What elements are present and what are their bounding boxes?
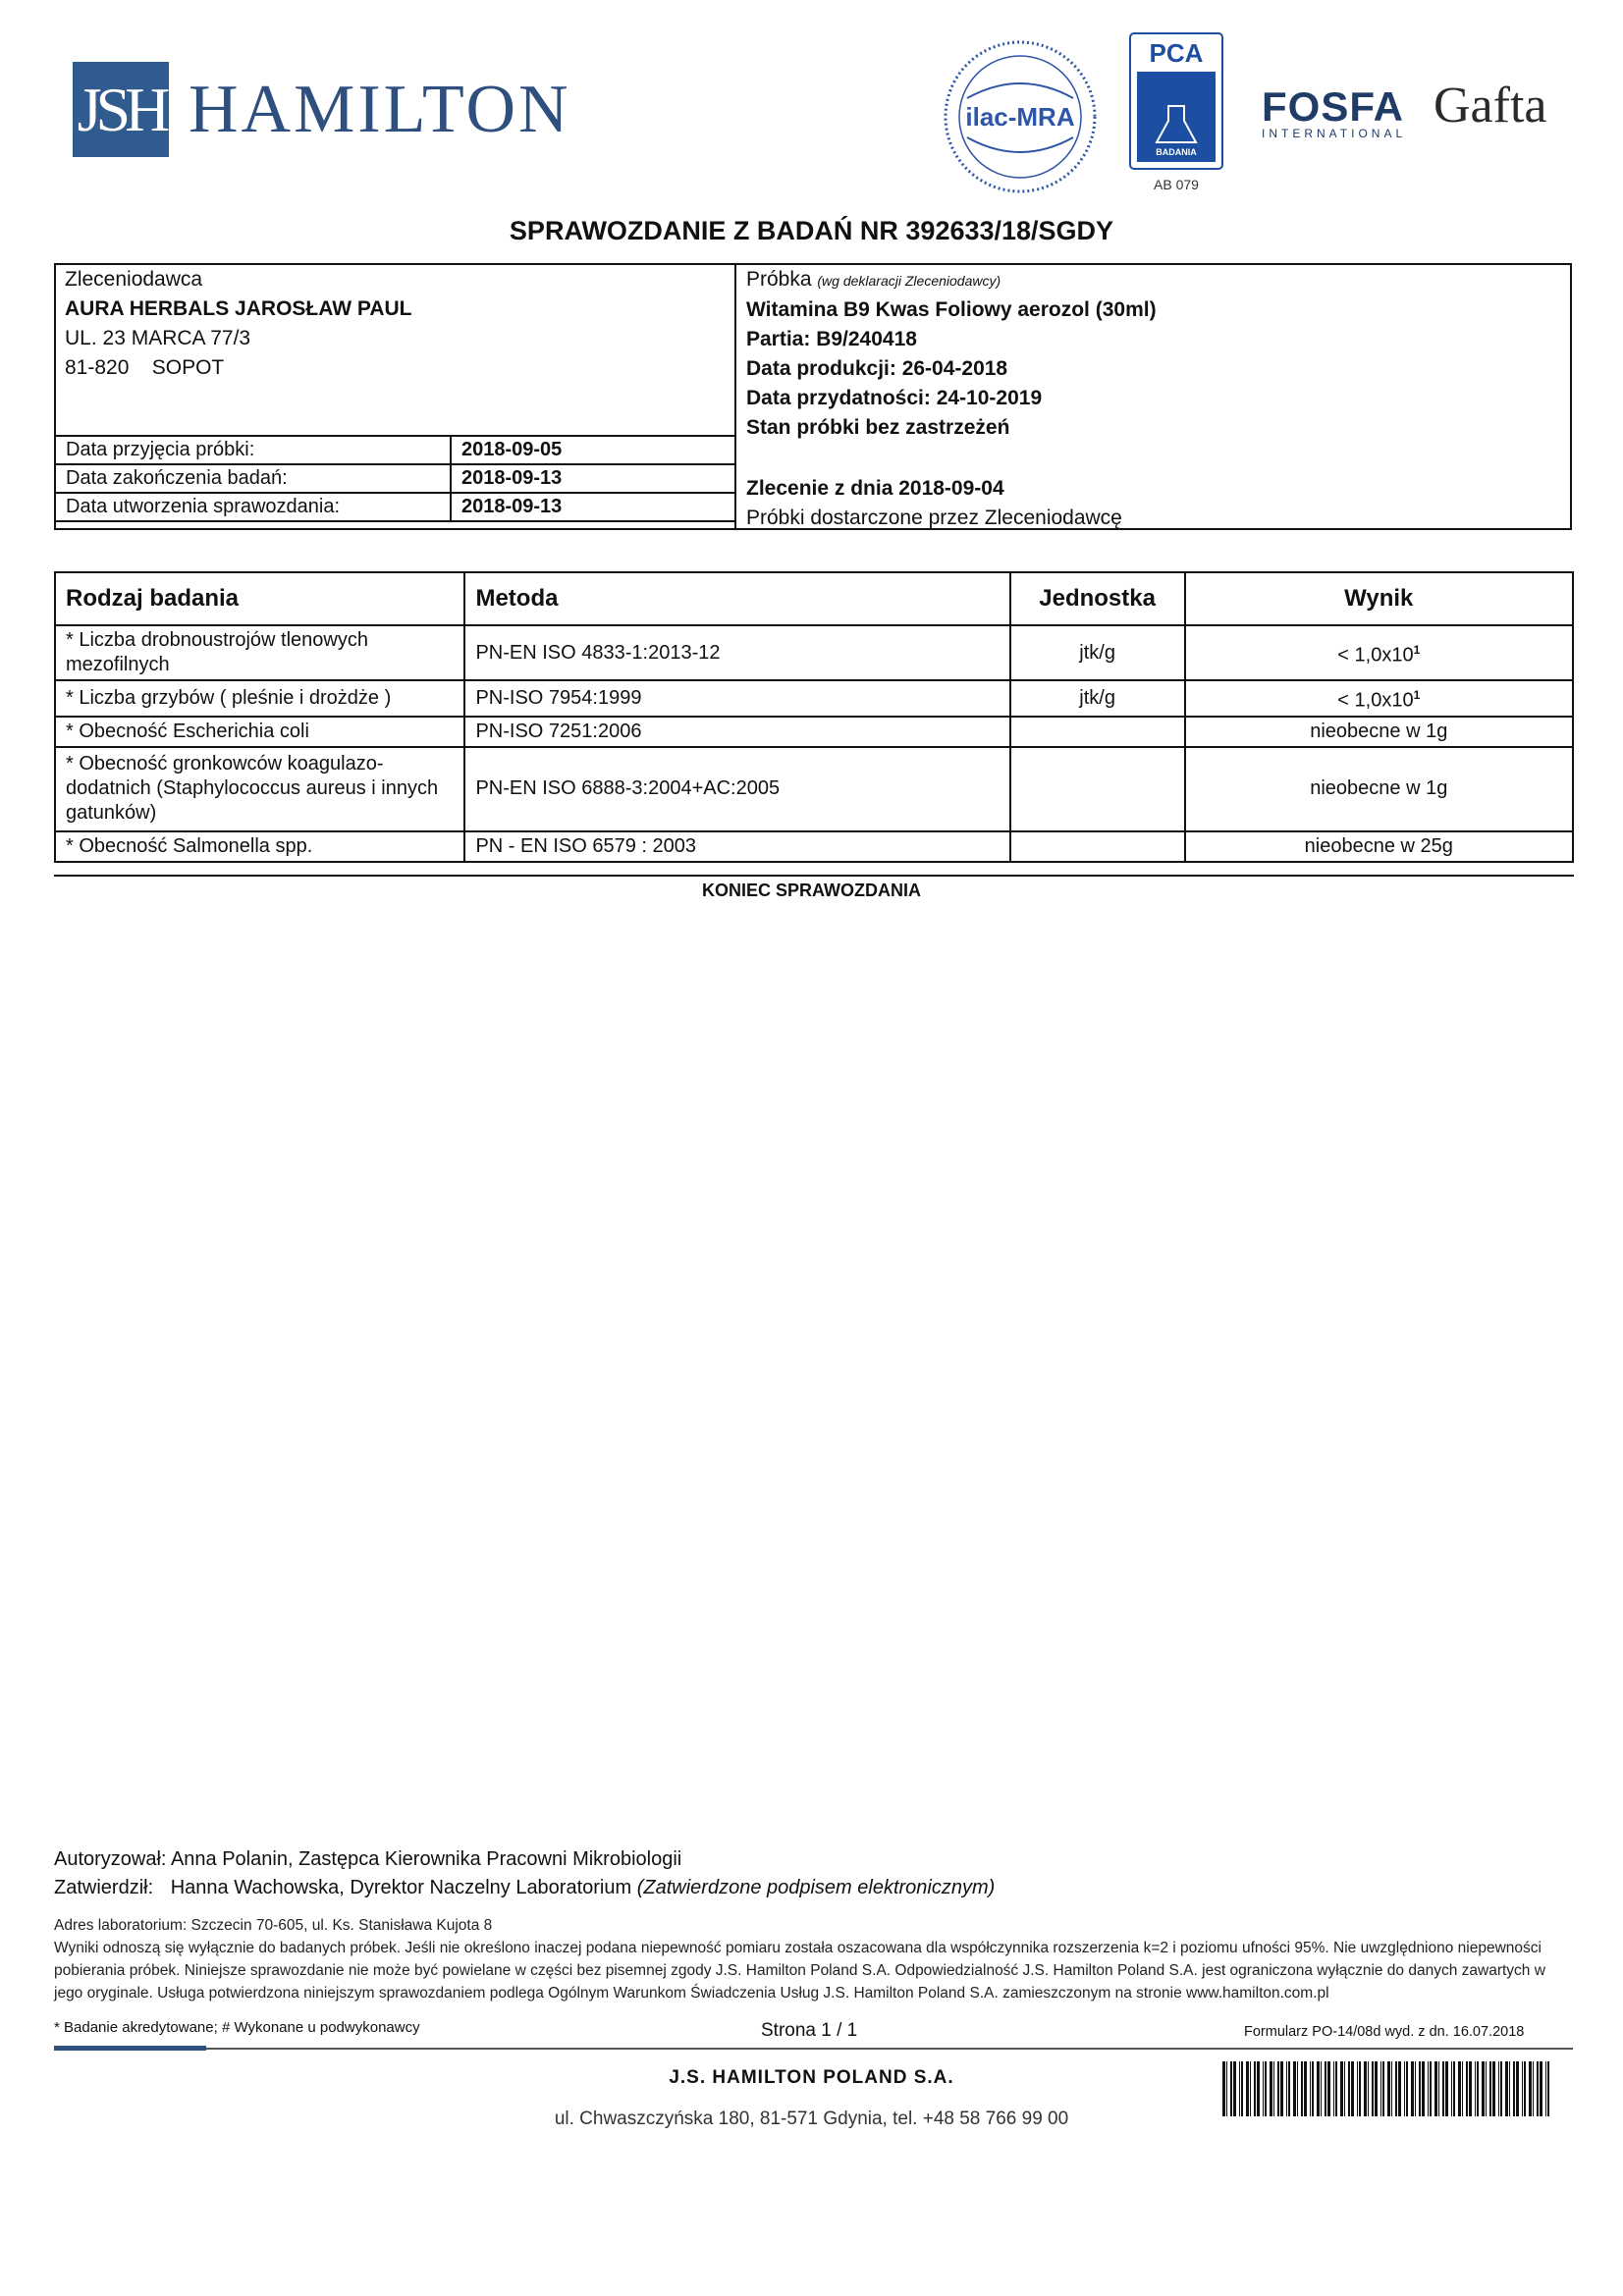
- header-unit: Jednostka: [1010, 572, 1185, 625]
- table-row: [55, 625, 1573, 680]
- sample-block: [746, 265, 1157, 443]
- table-row: [55, 717, 1573, 747]
- authorization-block: [54, 1845, 995, 1902]
- barcode-bar: [1301, 2061, 1303, 2116]
- barcode-bar: [1486, 2061, 1487, 2116]
- end-of-report: KONIEC SPRAWOZDANIA: [701, 881, 921, 900]
- dates-table: [54, 435, 736, 522]
- footer-rule: [206, 2048, 1573, 2050]
- cell-method: PN-EN ISO 4833-1:2013-12: [464, 625, 1009, 680]
- barcode-bar: [1411, 2061, 1414, 2116]
- barcode-bar: [1297, 2061, 1298, 2116]
- date-row: [55, 436, 735, 464]
- page-number: Strona 1 / 1: [761, 2020, 858, 2041]
- date-label: Data utworzenia sprawozdania:: [55, 493, 451, 521]
- cell-unit: [1010, 747, 1185, 831]
- approved-line: [54, 1874, 995, 1902]
- sample-condition: Stan próbki bez zastrzeżeń: [746, 416, 1010, 439]
- barcode-bar: [1516, 2061, 1519, 2116]
- barcode: [1222, 2061, 1556, 2116]
- fosfa-name: FOSFA: [1262, 83, 1405, 130]
- cell-method: PN-EN ISO 6888-3:2004+AC:2005: [464, 747, 1009, 831]
- barcode-bar: [1348, 2061, 1350, 2116]
- barcode-bar: [1404, 2061, 1405, 2116]
- cell-method: PN-ISO 7954:1999: [464, 680, 1009, 717]
- barcode-bar: [1304, 2061, 1307, 2116]
- result-value: < 1,0x10: [1337, 644, 1414, 667]
- barcode-bar: [1482, 2061, 1485, 2116]
- sample-label-line: [746, 265, 1157, 295]
- cell-result: nieobecne w 1g: [1185, 717, 1573, 747]
- sample-label: Próbka: [746, 268, 812, 291]
- client-name: AURA HERBALS JAROSŁAW PAUL: [65, 297, 412, 320]
- sample-name: Witamina B9 Kwas Foliowy aerozol (30ml): [746, 298, 1157, 321]
- barcode-bar: [1406, 2061, 1408, 2116]
- barcode-bar: [1547, 2061, 1549, 2116]
- date-value: 2018-09-05: [451, 436, 735, 464]
- date-value: 2018-09-13: [451, 464, 735, 493]
- barcode-bar: [1505, 2061, 1508, 2116]
- barcode-bar: [1522, 2061, 1523, 2116]
- cell-type: * Liczba grzybów ( pleśnie i drożdże ): [55, 680, 464, 717]
- cell-type: * Obecność Salmonella spp.: [55, 831, 464, 862]
- order-block: [746, 474, 1122, 533]
- barcode-bar: [1280, 2061, 1283, 2116]
- barcode-bar: [1375, 2061, 1378, 2116]
- cell-unit: jtk/g: [1010, 680, 1185, 717]
- barcode-bar: [1540, 2061, 1542, 2116]
- barcode-bar: [1263, 2061, 1264, 2116]
- end-divider: [54, 875, 1574, 877]
- barcode-bar: [1382, 2061, 1384, 2116]
- barcode-bar: [1445, 2061, 1448, 2116]
- sample-delivered: Próbki dostarczone przez Zleceniodawcę: [746, 507, 1122, 529]
- barcode-bar: [1391, 2061, 1392, 2116]
- barcode-bar: [1428, 2061, 1429, 2116]
- barcode-bar: [1513, 2061, 1515, 2116]
- pca-text: PCA: [1149, 38, 1204, 68]
- barcode-bar: [1286, 2061, 1287, 2116]
- barcode-bar: [1500, 2061, 1502, 2116]
- cell-result: [1185, 680, 1573, 717]
- barcode-bar: [1222, 2061, 1225, 2116]
- authorized-by: Anna Polanin, Zastępca Kierownika Pracowni Mikrobiologii: [170, 1848, 682, 1870]
- barcode-bar: [1335, 2061, 1337, 2116]
- barcode-bar: [1333, 2061, 1334, 2116]
- sample-label-note: (wg deklaracji Zleceniodawcy): [817, 273, 1001, 289]
- barcode-bar: [1359, 2061, 1361, 2116]
- barcode-bar: [1312, 2061, 1314, 2116]
- date-label: Data przyjęcia próbki:: [55, 436, 451, 464]
- cell-type: * Obecność gronkowców koagulazo-dodatnich (Staphylococcus aureus i innych gatunków): [55, 747, 464, 831]
- barcode-bar: [1415, 2061, 1416, 2116]
- header-result: Wynik: [1185, 572, 1573, 625]
- form-number: Formularz PO-14/08d wyd. z dn. 16.07.2018: [1244, 2024, 1525, 2040]
- result-value: < 1,0x10: [1337, 689, 1414, 712]
- barcode-bar: [1477, 2061, 1479, 2116]
- barcode-bar: [1380, 2061, 1381, 2116]
- barcode-bar: [1257, 2061, 1260, 2116]
- barcode-bar: [1533, 2061, 1534, 2116]
- barcode-bar: [1451, 2061, 1452, 2116]
- barcode-bar: [1351, 2061, 1354, 2116]
- barcode-bar: [1368, 2061, 1369, 2116]
- authorized-line: [54, 1845, 995, 1874]
- pca-accreditation-number: AB 079: [1154, 177, 1199, 192]
- sample-production-date: Data produkcji: 26-04-2018: [746, 357, 1008, 380]
- results-table: [54, 571, 1574, 863]
- barcode-bar: [1246, 2061, 1249, 2116]
- table-row: [55, 680, 1573, 717]
- ilac-mra-logo: [943, 39, 1098, 194]
- barcode-bar: [1453, 2061, 1455, 2116]
- barcode-bar: [1277, 2061, 1279, 2116]
- barcode-bar: [1357, 2061, 1358, 2116]
- barcode-bar: [1317, 2061, 1320, 2116]
- barcode-bar: [1466, 2061, 1468, 2116]
- pca-sub-text: BADANIA: [1156, 147, 1197, 157]
- approved-by: Hanna Wachowska, Dyrektor Naczelny Laboratorium: [170, 1877, 632, 1898]
- barcode-bar: [1364, 2061, 1367, 2116]
- fosfa-logo: [1262, 83, 1406, 140]
- barcode-bar: [1239, 2061, 1240, 2116]
- sample-expiry-date: Data przydatności: 24-10-2019: [746, 387, 1043, 409]
- barcode-bar: [1430, 2061, 1432, 2116]
- barcode-bar: [1293, 2061, 1296, 2116]
- barcode-bar: [1398, 2061, 1401, 2116]
- result-exponent: 1: [1413, 688, 1421, 702]
- date-value: 2018-09-13: [451, 493, 735, 521]
- accreditation-legend: * Badanie akredytowane; # Wykonane u podwykonawcy: [54, 2019, 420, 2036]
- fosfa-sub: INTERNATIONAL: [1262, 127, 1407, 140]
- cell-result: [1185, 625, 1573, 680]
- cell-unit: [1010, 717, 1185, 747]
- barcode-bar: [1340, 2061, 1343, 2116]
- barcode-bar: [1325, 2061, 1326, 2116]
- barcode-bar: [1310, 2061, 1311, 2116]
- cell-type: * Obecność Escherichia coli: [55, 717, 464, 747]
- table-row: [55, 747, 1573, 831]
- header-type: Rodzaj badania: [55, 572, 464, 625]
- client-block: [65, 265, 412, 383]
- barcode-bar: [1475, 2061, 1476, 2116]
- barcode-bar: [1241, 2061, 1243, 2116]
- barcode-bar: [1509, 2061, 1510, 2116]
- barcode-bar: [1327, 2061, 1330, 2116]
- date-row: [55, 464, 735, 493]
- barcode-bar: [1419, 2061, 1421, 2116]
- barcode-bar: [1387, 2061, 1390, 2116]
- barcode-bar: [1442, 2061, 1444, 2116]
- footer-notes: [54, 1914, 1574, 2004]
- barcode-bar: [1254, 2061, 1256, 2116]
- client-label: Zleceniodawca: [65, 268, 203, 291]
- cell-method: PN - EN ISO 6579 : 2003: [464, 831, 1009, 862]
- barcode-bar: [1524, 2061, 1526, 2116]
- order-date: Zlecenie z dnia 2018-09-04: [746, 477, 1004, 500]
- date-label: Data zakończenia badań:: [55, 464, 451, 493]
- results-header-row: [55, 572, 1573, 625]
- cell-result: nieobecne w 25g: [1185, 831, 1573, 862]
- pca-logo: [1129, 32, 1223, 170]
- table-row: [55, 831, 1573, 862]
- barcode-bar: [1434, 2061, 1437, 2116]
- barcode-bar: [1321, 2061, 1322, 2116]
- disclaimer: Wyniki odnoszą się wyłącznie do badanych próbek. Jeśli nie określono inaczej podana niepewność pomiaru została oszacowana dla współczynnika rozszerzenia k=2 i poziomu ufności 95%. Nie uwzględniono niepewności pobierania próbek. Niniejsze sprawozdanie nie może być powielane w części bez pisemnej zgody J.S. Hamilton Poland S.A. Odpowiedzialność J.S. Hamilton Poland S.A. jest ograniczona wyłącznie do danych zawartych w jego oryginale. Usługa potwierdzona niniejszym sprawozdaniem podlega Ogólnym Warunkom Świadczenia Usług J.S. Hamilton Poland S.A. zamieszczonym na stronie www.hamilton.com.pl: [54, 1940, 1545, 2002]
- barcode-bar: [1458, 2061, 1461, 2116]
- result-exponent: 1: [1413, 642, 1421, 657]
- barcode-bar: [1395, 2061, 1397, 2116]
- barcode-bar: [1250, 2061, 1251, 2116]
- company-name: J.S. HAMILTON POLAND S.A.: [669, 2067, 954, 2088]
- barcode-bar: [1469, 2061, 1472, 2116]
- footer-rule-accent: [54, 2046, 206, 2051]
- hamilton-logo-text: HAMILTON: [189, 72, 571, 147]
- barcode-bar: [1537, 2061, 1539, 2116]
- cell-unit: [1010, 831, 1185, 862]
- cell-method: PN-ISO 7251:2006: [464, 717, 1009, 747]
- barcode-bar: [1270, 2061, 1272, 2116]
- barcode-bar: [1265, 2061, 1267, 2116]
- barcode-bar: [1230, 2061, 1232, 2116]
- cell-unit: jtk/g: [1010, 625, 1185, 680]
- barcode-bar: [1489, 2061, 1491, 2116]
- sample-batch: Partia: B9/240418: [746, 328, 917, 350]
- barcode-bar: [1372, 2061, 1374, 2116]
- gafta-logo: Gafta: [1434, 78, 1547, 133]
- ilac-text: ilac-MRA: [965, 102, 1075, 132]
- barcode-bar: [1273, 2061, 1274, 2116]
- barcode-bar: [1529, 2061, 1532, 2116]
- cell-result: nieobecne w 1g: [1185, 747, 1573, 831]
- barcode-bar: [1545, 2061, 1546, 2116]
- approved-note: (Zatwierdzone podpisem elektronicznym): [636, 1877, 996, 1898]
- barcode-bar: [1498, 2061, 1499, 2116]
- barcode-bar: [1344, 2061, 1345, 2116]
- client-street: UL. 23 MARCA 77/3: [65, 327, 251, 349]
- authorized-label: Autoryzował:: [54, 1848, 167, 1870]
- barcode-bar: [1226, 2061, 1227, 2116]
- hamilton-logo-mark: JSH: [73, 62, 169, 157]
- barcode-bar: [1438, 2061, 1439, 2116]
- client-city: 81-820 SOPOT: [65, 356, 225, 379]
- barcode-bar: [1462, 2061, 1463, 2116]
- cell-type: * Liczba drobnoustrojów tlenowych mezofilnych: [55, 625, 464, 680]
- barcode-bar: [1233, 2061, 1236, 2116]
- header-method: Metoda: [464, 572, 1009, 625]
- approved-label: Zatwierdził:: [54, 1877, 154, 1898]
- company-address: ul. Chwaszczyńska 180, 81-571 Gdynia, tel. +48 58 766 99 00: [554, 2109, 1069, 2129]
- barcode-bar: [1492, 2061, 1495, 2116]
- report-title: SPRAWOZDANIE Z BADAŃ NR 392633/18/SGDY: [509, 216, 1114, 245]
- barcode-bar: [1288, 2061, 1290, 2116]
- barcode-bar: [1422, 2061, 1425, 2116]
- date-row: [55, 493, 735, 521]
- lab-address: Adres laboratorium: Szczecin 70-605, ul. Ks. Stanisława Kujota 8: [54, 1917, 493, 1934]
